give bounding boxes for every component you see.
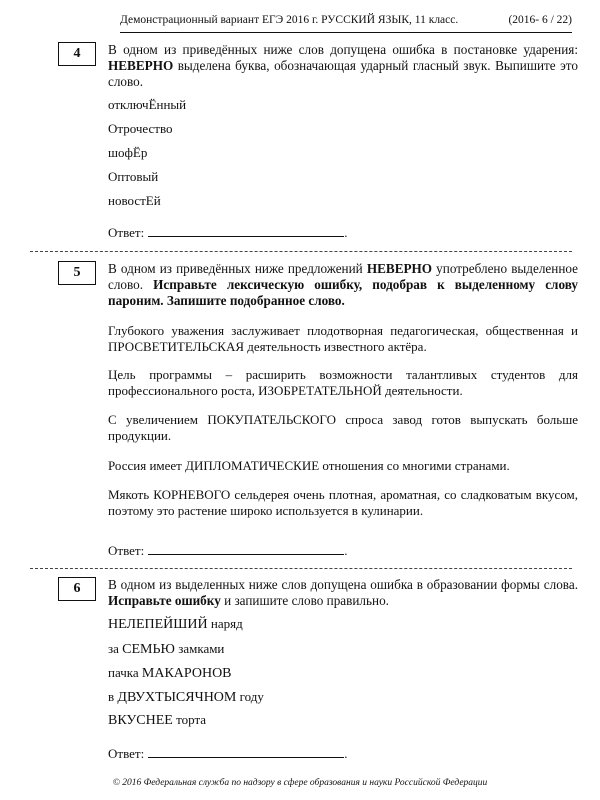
task6-answer: Ответ: .: [108, 746, 348, 761]
task5-instruction: В одном из приведённых ниже предложений НЕВЕРНО употреблено выделенное слово. Исправьте лексическую ошибку, подобрав к выделенному слову пароним. Запишите подобранное слово.: [108, 261, 579, 308]
task4-answer-field[interactable]: [148, 223, 344, 237]
page-header: [120, 14, 572, 33]
task-number-6: 6: [58, 577, 96, 601]
task-number-4: 4: [58, 42, 96, 66]
task4-option-2: Отрочество: [108, 121, 173, 136]
task4-instruction: В одном из приведённых ниже слов допущена ошибка в постановке ударения: НЕВЕРНО выделена буква, обозначающая ударный гласный звук. Выпишите это слово.: [108, 42, 578, 89]
task4-option-1: отключЁнный: [108, 97, 187, 112]
separator: [30, 251, 572, 252]
task5-sentence-2: Цель программы – расширить возможности талантливых студентов для профессионального роста, ИЗОБРЕТАТЕЛЬНОЙ деятельности.: [108, 367, 578, 398]
task5-sentence-3: С увеличением ПОКУПАТЕЛЬСКОГО спроса завод готов выпускать больше продукции.: [108, 412, 578, 443]
task4-answer: Ответ: .: [108, 225, 348, 240]
task6-option-5: ВКУСНЕЕ торта: [108, 712, 207, 728]
page-footer: © 2016 Федеральная служба по надзору в сфере образования и науки Российской Федерации: [112, 778, 488, 788]
task6-option-1: НЕЛЕПЕЙШИЙ наряд: [108, 616, 243, 632]
task5-sentence-4: Россия имеет ДИПЛОМАТИЧЕСКИЕ отношения со многими странами.: [108, 458, 510, 473]
task-number-5: 5: [58, 261, 96, 285]
task6-option-3: пачка МАКАРОНОВ: [108, 665, 232, 681]
task6-instruction: В одном из выделенных ниже слов допущена ошибка в образовании формы слова. Исправьте ошибку и запишите слово правильно.: [108, 577, 578, 608]
task5-sentence-5: Мякоть КОРНЕВОГО сельдерея очень плотная, ароматная, со сладковатым вкусом, поэтому это растение широко используется в кулинарии.: [108, 487, 578, 518]
separator: [30, 568, 572, 569]
task5-sentence-1: Глубокого уважения заслуживает плодотворная педагогическая, общественная и ПРОСВЕТИТЕЛЬСКАЯ деятельность известного актёра.: [108, 323, 578, 354]
task6-answer-field[interactable]: [148, 744, 344, 758]
header-title: Демонстрационный вариант ЕГЭ 2016 г. РУССКИЙ ЯЗЫК, 11 класс.: [120, 14, 459, 26]
task4-option-4: Оптовый: [108, 169, 159, 184]
task6-option-4: в ДВУХТЫСЯЧНОМ году: [108, 689, 264, 705]
task4-option-5: новостЕй: [108, 193, 161, 208]
task6-option-2: за СЕМЬЮ замками: [108, 641, 225, 657]
task5-answer: Ответ: .: [108, 543, 348, 558]
task4-option-3: шофЁр: [108, 145, 148, 160]
page-number: (2016- 6 / 22): [508, 14, 572, 26]
task5-answer-field[interactable]: [148, 541, 344, 555]
